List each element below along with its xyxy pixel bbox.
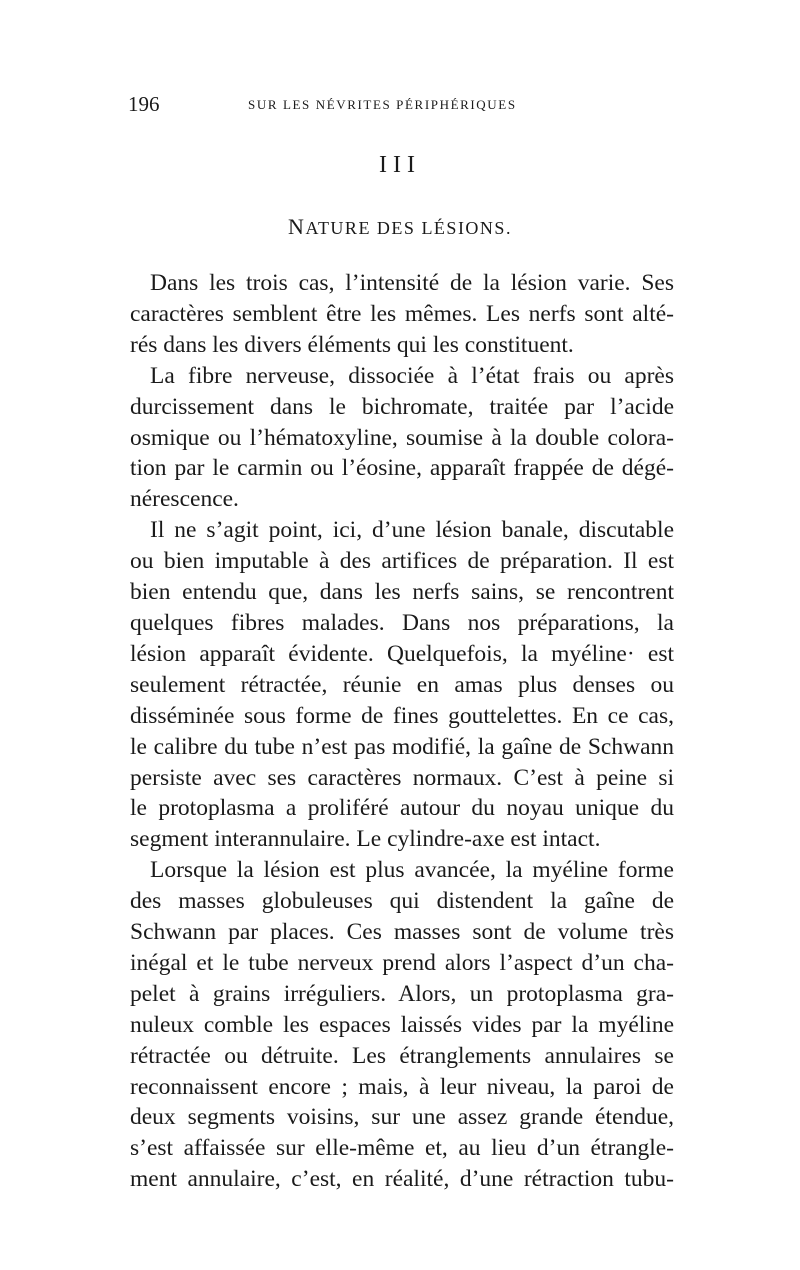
paragraph [130,361,674,516]
section-title-initial: N [288,214,306,239]
text-line: lésion apparaît évidente. Quelquefois, la myéline· est [130,640,674,667]
text-line: tion par le carmin ou l’éosine, apparaît frappée de dégé- [130,455,674,482]
text-line: le protoplasma a proliféré autour du noyau unique du [130,795,674,822]
text-line: caractères semblent être les mêmes. Les nerfs sont alté- [130,300,674,327]
running-head [128,92,672,118]
text-line: rétractée ou détruite. Les étranglements annulaires se [130,1042,674,1069]
text-line: nérescence. [130,486,239,513]
text-line: Schwann par places. Ces masses sont de volume très [130,919,674,946]
page-number: 196 [128,92,160,116]
paragraph [130,268,674,361]
text-line: persiste avec ses caractères normaux. C’est à peine si [130,764,674,791]
text-line: s’est affaissée sur elle-même et, au lieu d’un étrangle- [130,1135,674,1162]
text-line: ou bien imputable à des artifices de préparation. Il est [130,548,674,575]
text-line: reconnaissent encore ; mais, à leur niveau, la paroi de [130,1073,674,1100]
paragraph [130,515,674,855]
text-line: durcissement dans le bichromate, traitée par l’acide [130,393,674,420]
text-line: osmique ou l’hématoxyline, soumise à la double colora- [130,424,674,451]
text-line: des masses globuleuses qui distendent la gaîne de [130,888,674,915]
text-line: Il ne s’agit point, ici, d’une lésion banale, discutable [150,517,674,544]
text-line: nuleux comble les espaces laissés vides par la myéline [130,1011,674,1038]
text-line: disséminée sous forme de fines gouttelettes. En ce cas, [130,702,674,729]
text-line: bien entendu que, dans les nerfs sains, se rencontrent [130,579,674,606]
text-line: rés dans les divers éléments qui les constituent. [130,331,574,358]
section-number: III [379,152,421,178]
text-line: seulement rétractée, réunie en amas plus denses ou [130,671,674,698]
body-text [130,268,674,1195]
text-line: inégal et le tube nerveux prend alors l’aspect d’un cha- [130,949,674,976]
text-line: La fibre nerveuse, dissociée à l’état frais ou après [150,362,674,389]
text-line: segment interannulaire. Le cylindre-axe est intact. [130,826,601,853]
text-line: deux segments voisins, sur une assez grande étendue, [130,1104,674,1131]
text-line: Lorsque la lésion est plus avancée, la myéline forme [150,857,674,884]
text-line: ment annulaire, c’est, en réalité, d’une rétraction tubu- [130,1166,674,1193]
text-line: pelet à grains irréguliers. Alors, un protoplasma gra- [130,980,674,1007]
text-line: Dans les trois cas, l’intensité de la lésion varie. Ses [150,270,674,296]
text-line: quelques fibres malades. Dans nos préparations, la [130,609,674,636]
section-title-rest: ATURE DES LÉSIONS. [305,218,512,238]
text-line: le calibre du tube n’est pas modifié, la gaîne de Schwann [130,733,674,760]
paragraph [130,855,674,1195]
section-title [0,214,800,240]
running-title: SUR LES NÉVRITES PÉRIPHÉRIQUES [248,97,517,112]
